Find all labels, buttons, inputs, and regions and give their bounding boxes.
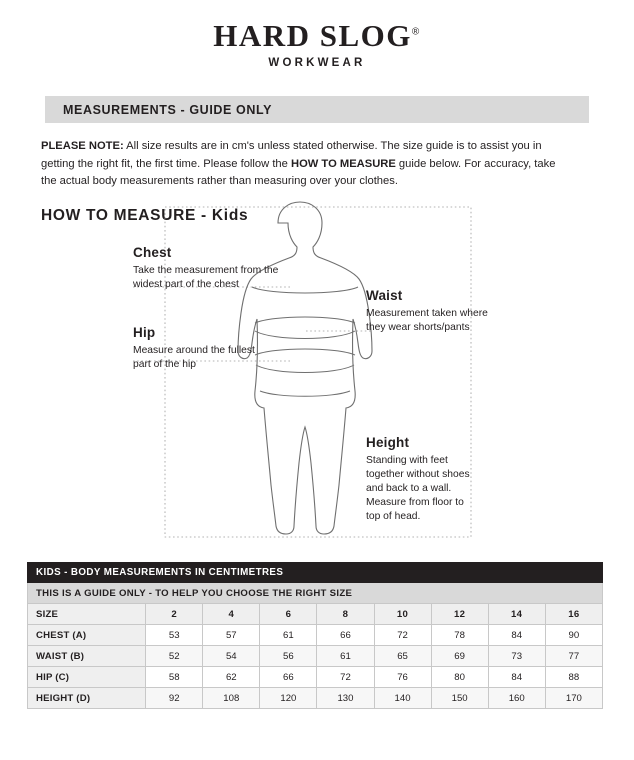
- measurements-heading-bar: [45, 96, 589, 123]
- cell-hip-6: 66: [260, 667, 317, 688]
- cell-height-16: 170: [545, 688, 602, 709]
- cell-height-6: 120: [260, 688, 317, 709]
- callout-chest-title: Chest: [133, 245, 172, 260]
- cell-height-8: 130: [317, 688, 374, 709]
- please-note-part2: guide below. For accuracy, take the actual body measurements rather than measuring over your clothes.: [41, 157, 556, 187]
- cell-waist-16: 77: [545, 646, 602, 667]
- cell-waist-4: 54: [203, 646, 260, 667]
- cell-chest-16: 90: [545, 625, 602, 646]
- callout-chest: [133, 245, 283, 292]
- table-subtitle-row: [28, 583, 603, 604]
- please-note-part1: All size results are in cm's unless stated otherwise. The size guide is to assist you in getting the right fit, the first time. Please follow the: [41, 140, 542, 170]
- table-row: [28, 688, 603, 709]
- column-header-14: 14: [488, 604, 545, 625]
- cell-height-10: 140: [374, 688, 431, 709]
- callout-hip-body: Measure around the fullest part of the hip: [133, 345, 255, 370]
- cell-height-2: 92: [146, 688, 203, 709]
- table-row: [28, 646, 603, 667]
- column-header-16: 16: [545, 604, 602, 625]
- row-label-waist: WAIST (B): [28, 646, 146, 667]
- please-note-emphasis: HOW TO MEASURE: [290, 157, 396, 170]
- cell-hip-4: 62: [203, 667, 260, 688]
- cell-hip-16: 88: [545, 667, 602, 688]
- column-header-8: 8: [317, 604, 374, 625]
- column-header-2: 2: [146, 604, 203, 625]
- cell-waist-10: 65: [374, 646, 431, 667]
- callout-chest-body: Take the measurement from the widest part of the chest: [133, 265, 279, 290]
- column-header-10: 10: [374, 604, 431, 625]
- kid-figure-illustration: [41, 195, 561, 545]
- logo-wordmark: [213, 18, 421, 54]
- cell-waist-8: 61: [317, 646, 374, 667]
- cell-chest-4: 57: [203, 625, 260, 646]
- cell-chest-6: 61: [260, 625, 317, 646]
- cell-hip-2: 58: [146, 667, 203, 688]
- cell-chest-8: 66: [317, 625, 374, 646]
- row-label-hip: HIP (C): [28, 667, 146, 688]
- cell-hip-14: 84: [488, 667, 545, 688]
- cell-hip-12: 80: [431, 667, 488, 688]
- table-row: [28, 625, 603, 646]
- table-header-row: [28, 604, 603, 625]
- cell-waist-6: 56: [260, 646, 317, 667]
- measurements-heading-label: MEASUREMENTS - GUIDE ONLY: [63, 102, 273, 117]
- cell-height-14: 160: [488, 688, 545, 709]
- size-table-wrapper: [27, 562, 603, 709]
- table-title: KIDS - BODY MEASUREMENTS IN CENTIMETRES: [28, 563, 603, 583]
- cell-height-12: 150: [431, 688, 488, 709]
- cell-chest-2: 53: [146, 625, 203, 646]
- cell-hip-10: 76: [374, 667, 431, 688]
- callout-hip: [133, 325, 273, 372]
- column-header-4: 4: [203, 604, 260, 625]
- table-title-row: [28, 563, 603, 583]
- cell-chest-10: 72: [374, 625, 431, 646]
- cell-chest-14: 84: [488, 625, 545, 646]
- callout-waist-body: Measurement taken where they wear shorts/pants: [366, 308, 488, 333]
- cell-waist-12: 69: [431, 646, 488, 667]
- please-note-lead: PLEASE NOTE:: [41, 140, 124, 152]
- column-header-12: 12: [431, 604, 488, 625]
- callout-hip-title: Hip: [133, 325, 156, 340]
- how-to-measure-title: HOW TO MEASURE - Kids: [41, 207, 249, 224]
- cell-height-4: 108: [203, 688, 260, 709]
- column-header-6: 6: [260, 604, 317, 625]
- cell-waist-14: 73: [488, 646, 545, 667]
- logo-subtitle: WORKWEAR: [268, 57, 366, 69]
- column-header-size: SIZE: [28, 604, 146, 625]
- callout-waist-title: Waist: [366, 288, 403, 303]
- row-label-chest: CHEST (A): [28, 625, 146, 646]
- callout-height-body: Standing with feet together without shoes and back to a wall. Measure from floor to top of head.: [366, 455, 470, 522]
- callout-waist: [366, 288, 506, 335]
- please-note-paragraph: [41, 138, 556, 191]
- kids-size-table: [27, 562, 603, 709]
- registered-trademark-icon: ®: [411, 26, 421, 38]
- cell-waist-2: 52: [146, 646, 203, 667]
- measurement-diagram: [41, 195, 561, 545]
- table-subtitle: THIS IS A GUIDE ONLY - TO HELP YOU CHOOSE THE RIGHT SIZE: [28, 583, 603, 604]
- brand-logo: [0, 0, 634, 69]
- cell-chest-12: 78: [431, 625, 488, 646]
- row-label-height: HEIGHT (D): [28, 688, 146, 709]
- table-row: [28, 667, 603, 688]
- logo-wordmark-text: HARD SLOG: [213, 18, 412, 53]
- callout-height: [366, 435, 481, 524]
- callout-height-title: Height: [366, 435, 410, 450]
- cell-hip-8: 72: [317, 667, 374, 688]
